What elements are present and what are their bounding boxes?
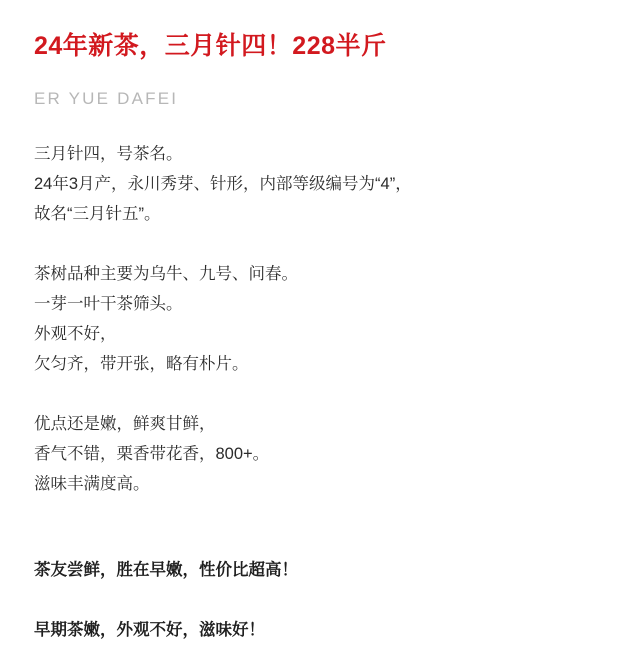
paragraph-3	[34, 409, 606, 499]
paragraph-spacer-4	[34, 585, 606, 615]
paragraph-5-line-1: 早期茶嫩，外观不好，滋味好！	[34, 620, 265, 639]
paragraph-1-line-1: 三月针四，号茶名。	[34, 144, 183, 163]
page-subtitle: ER YUE DAFEI	[34, 88, 179, 108]
paragraph-2	[34, 259, 606, 379]
paragraph-2-line-1: 茶树品种主要为乌牛、九号、问春。	[34, 264, 298, 283]
paragraph-spacer-3	[34, 499, 606, 555]
paragraph-4	[34, 555, 606, 585]
paragraph-5	[34, 615, 606, 645]
paragraph-3-line-3: 滋味丰满度高。	[34, 474, 150, 493]
paragraph-3-line-2: 香气不错，栗香带花香，800+。	[34, 444, 270, 463]
paragraph-spacer-2	[34, 379, 606, 409]
paragraph-spacer-1	[34, 229, 606, 259]
paragraph-3-line-1: 优点还是嫩，鲜爽甘鲜，	[34, 414, 216, 433]
page-title: 24年新茶，三月针四！228半斤	[34, 32, 387, 60]
paragraph-2-line-3: 外观不好，	[34, 324, 117, 343]
paragraph-1	[34, 139, 606, 229]
paragraph-1-line-2: 24年3月产，永川秀芽、针形，内部等级编号为“4”，	[34, 174, 412, 193]
paragraph-4-line-1: 茶友尝鲜，胜在早嫩，性价比超高！	[34, 560, 298, 579]
paragraph-2-line-4: 欠匀齐，带开张，略有朴片。	[34, 354, 249, 373]
paragraph-2-line-2: 一芽一叶干茶筛头。	[34, 294, 183, 313]
paragraph-1-line-3: 故名“三月针五”。	[34, 204, 161, 223]
article-body	[34, 139, 606, 645]
